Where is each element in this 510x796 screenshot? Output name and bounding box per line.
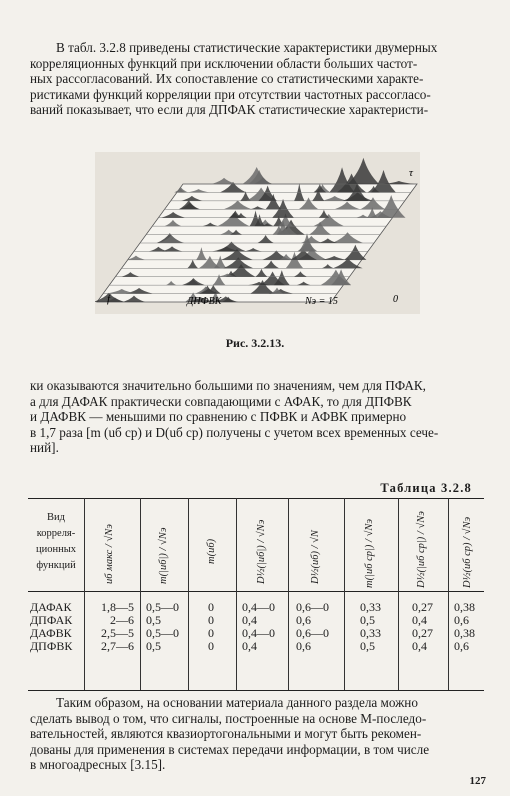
- table-cell: 0,33: [360, 626, 381, 640]
- table-cell: 0,38: [454, 600, 475, 614]
- row-labels-column: [30, 601, 72, 653]
- column-divider: [288, 498, 289, 690]
- table-cell: 0,27: [412, 600, 433, 614]
- text-line: ных рассогласований. Их сопоставление со статистическими характе-: [30, 71, 424, 87]
- table-cell: 0: [208, 600, 214, 614]
- figure-label-ne: Nэ = 15: [305, 296, 338, 307]
- values-column-6: [360, 601, 381, 653]
- page-number: 127: [469, 775, 486, 787]
- text-line: В табл. 3.2.8 приведены статистические характеристики двумерных: [56, 40, 438, 55]
- table-cell: 0,27: [412, 626, 433, 640]
- table-cell: 0,6—0: [296, 600, 329, 614]
- table-cell: 0: [208, 639, 214, 653]
- statistics-table: [28, 498, 484, 694]
- table-cell: 0,5: [146, 639, 161, 653]
- table-cell: 0,5—0: [146, 600, 179, 614]
- text-line: корреляционных функций при исключении области больших частот-: [30, 55, 418, 71]
- column-divider: [448, 498, 449, 690]
- text-line: ний].: [30, 440, 59, 456]
- column-divider: [236, 498, 237, 690]
- text-line: вательностей, являются квазиортогональными и могут быть рекомен-: [30, 726, 422, 742]
- values-column-8: [454, 601, 475, 653]
- text-line: ристиками функций корреляции при отсутствии частотных рассогласо-: [30, 86, 431, 102]
- table-cell: 0,38: [454, 626, 475, 640]
- header-col-5: D½(uб) / √N: [310, 530, 321, 584]
- text-line: в 1,7 раза [m (uб ср) и D(uб ср) получены с учетом всех временных сече-: [30, 424, 439, 440]
- values-column-2: [146, 601, 179, 653]
- header-col-1: uб макс / √Nэ: [104, 524, 115, 584]
- table-bottom-rule: [28, 690, 484, 691]
- table-cell: 0,4: [412, 639, 427, 653]
- table-top-rule: [28, 498, 484, 499]
- column-divider: [188, 498, 189, 690]
- column-divider: [140, 498, 141, 690]
- values-column-7: [412, 601, 433, 653]
- table-cell: 0,6: [454, 639, 469, 653]
- table-cell: 0,5: [360, 639, 375, 653]
- table-cell: 0: [208, 613, 214, 627]
- header-col-3: m(uб): [206, 538, 217, 564]
- text-line: а для ДАФАК практически совпадающими с АФАК, то для ДПФВК: [30, 393, 412, 409]
- column-divider: [398, 498, 399, 690]
- text-line: Таким образом, на основании материала данного раздела можно: [56, 695, 418, 710]
- header-line: Вид: [47, 512, 65, 523]
- row-label: ДАФВК: [30, 626, 72, 640]
- table-header-rule: [28, 591, 484, 592]
- table-cell: 0,5: [360, 613, 375, 627]
- table-cell: 0,6—0: [296, 626, 329, 640]
- header-line: корреля-: [36, 528, 76, 539]
- table-title: Таблица 3.2.8: [380, 481, 472, 495]
- table-cell: 0,6: [296, 639, 311, 653]
- values-column-4: [242, 601, 275, 653]
- axis-label-zero: 0: [393, 294, 398, 305]
- header-col-2: m(|uб|) / √Nэ: [158, 527, 169, 584]
- header-col-7: D½(|uб ср|) / √Nэ: [416, 511, 427, 588]
- header-line: ционных: [35, 544, 77, 555]
- axis-label-tau: τ: [409, 167, 413, 179]
- values-column-1: [90, 601, 134, 653]
- surface-peak: [243, 167, 271, 184]
- surface-peak: [348, 158, 379, 184]
- header-col-8: D½(uб ср) / √Nэ: [462, 516, 473, 588]
- table-cell: 0,6: [454, 613, 469, 627]
- row-label: ДПФАК: [30, 613, 73, 627]
- table-cell: 0,33: [360, 600, 381, 614]
- table-cell: 0,4: [242, 639, 257, 653]
- figure-caption: Рис. 3.2.13.: [225, 336, 285, 350]
- header-kind-of-function: [30, 510, 82, 574]
- column-divider: [84, 498, 85, 690]
- table-cell: 2—6: [110, 613, 134, 627]
- table-cell: 2,7—6: [101, 639, 134, 653]
- table-cell: 0,5—0: [146, 626, 179, 640]
- table-cell: 2,5—5: [101, 626, 134, 640]
- values-column-3: [208, 601, 214, 653]
- row-label: ДАФАК: [30, 600, 72, 614]
- table-cell: 0,5: [146, 613, 161, 627]
- correlation-surface-figure: [95, 152, 420, 314]
- table-cell: 0,4: [412, 613, 427, 627]
- figure-label-dpfvk: ДПФВК: [187, 296, 222, 307]
- axis-label-f: f: [107, 293, 111, 305]
- text-line: дованы для применения в системах передачи информации, в том числе: [30, 741, 430, 757]
- header-line: функций: [36, 560, 76, 571]
- values-column-5: [296, 601, 329, 653]
- final-paragraph: [30, 695, 486, 773]
- table-cell: 1,8—5: [101, 600, 134, 614]
- table-cell: 0,4—0: [242, 600, 275, 614]
- table-cell: 0,4—0: [242, 626, 275, 640]
- text-line: и ДАФВК — меньшими по сравнению с ПФВК и АФВК примерно: [30, 409, 407, 425]
- header-col-6: m(|uб ср|) / √Nэ: [364, 519, 375, 588]
- table-cell: 0,6: [296, 613, 311, 627]
- text-line: сделать вывод о том, что сигналы, построенные на основе М-последо-: [30, 710, 427, 726]
- header-col-4: D½(|uб|) / √Nэ: [256, 519, 267, 584]
- surface-plot: [95, 152, 420, 314]
- table-cell: 0,4: [242, 613, 257, 627]
- text-line: ки оказываются значительно большими по значениям, чем для ПФАК,: [30, 378, 426, 393]
- row-label: ДПФВК: [30, 639, 73, 653]
- table-cell: 0: [208, 626, 214, 640]
- text-line: ваний показывает, что если для ДПФАК статистические характеристи-: [30, 102, 429, 118]
- column-divider: [344, 498, 345, 690]
- intro-paragraph: [30, 40, 486, 118]
- middle-paragraph: [30, 378, 486, 456]
- surface-peak: [212, 178, 237, 184]
- text-line: в многоадресных [3.15].: [30, 757, 166, 773]
